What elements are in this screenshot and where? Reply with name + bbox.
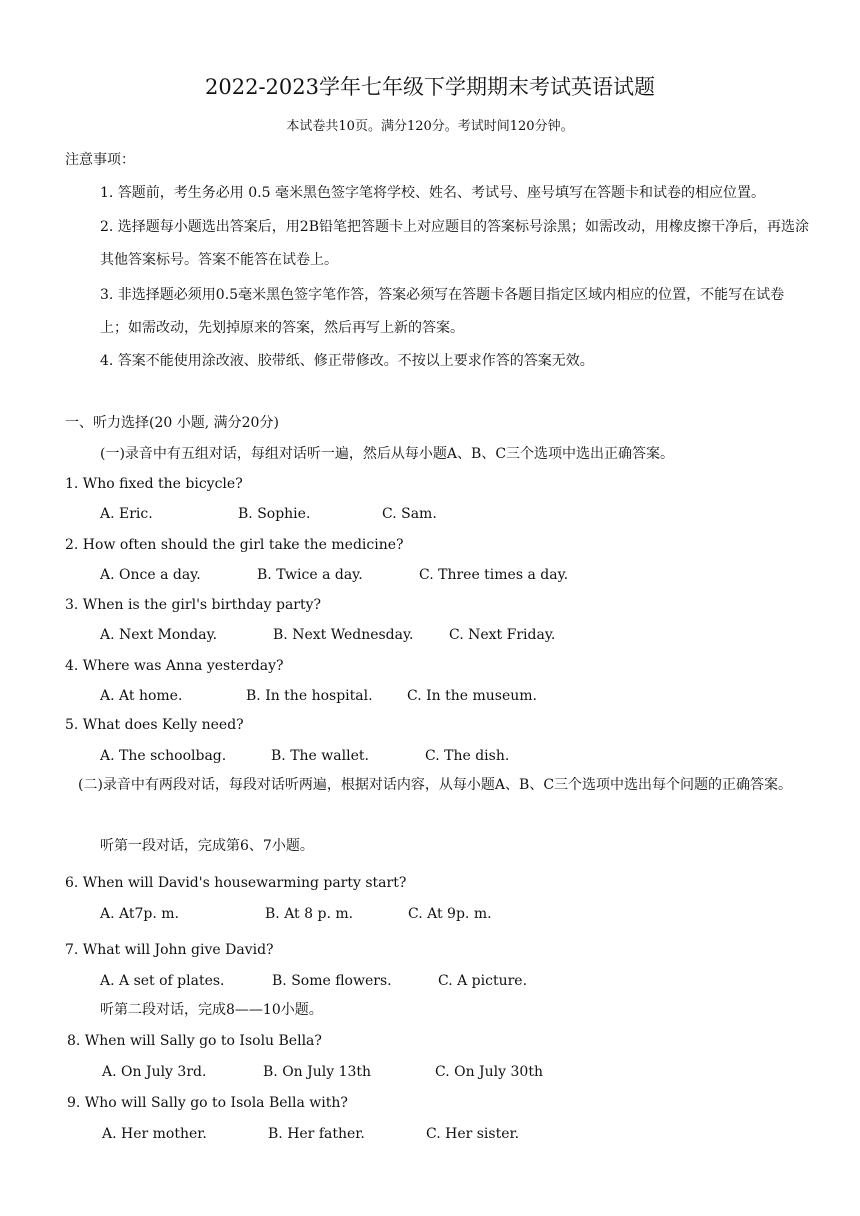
option-a: A. Eric.: [100, 506, 153, 522]
option-c: C. Sam.: [382, 506, 437, 522]
option-a: A. Next Monday.: [100, 627, 218, 643]
question-stem: 4. Where was Anna yesterday?: [65, 658, 284, 674]
option-c: C. In the museum.: [407, 688, 537, 704]
question-options: [100, 504, 820, 524]
exam-title: 2022-2023学年七年级下学期期末考试英语试题: [205, 75, 655, 99]
question-options: [102, 1124, 822, 1144]
question-stem: 5. What does Kelly need?: [65, 717, 244, 733]
question-stem: 9. Who will Sally go to Isola Bella with?: [67, 1095, 348, 1111]
option-c: C. At 9p. m.: [408, 906, 492, 922]
option-c: C. The dish.: [425, 748, 510, 764]
notice-heading: 注意事项：: [65, 152, 135, 168]
option-b: B. At 8 p. m.: [265, 906, 354, 922]
question-stem: 1. Who fixed the bicycle?: [65, 476, 243, 492]
option-b: B. Next Wednesday.: [273, 627, 414, 643]
dialogue2-note: 听第二段对话，完成8——10小题。: [100, 1002, 323, 1018]
question-stem: 7. What will John give David?: [65, 942, 274, 958]
exam-subtitle: 本试卷共10页。满分120分。考试时间120分钟。: [286, 119, 574, 134]
option-b: B. Sophie.: [238, 506, 311, 522]
question-options: [100, 625, 820, 645]
option-a: A. At home.: [100, 688, 183, 704]
notice-item-1: 1. 答题前，考生务必用 0.5 毫米黑色签字笔将学校、姓名、考试号、座号填写在答题卡和试卷的相应位置。: [100, 185, 765, 201]
option-a: A. A set of plates.: [100, 973, 225, 989]
question-stem: 3. When is the girl's birthday party?: [65, 597, 322, 613]
section-heading: 一、听力选择(20 小题, 满分20分): [65, 415, 279, 431]
dialogue1-note: 听第一段对话，完成第6、7小题。: [100, 838, 314, 854]
option-c: C. Her sister.: [426, 1126, 520, 1142]
option-b: B. Twice a day.: [257, 567, 363, 583]
option-c: C. On July 30th: [435, 1064, 543, 1080]
notice-item-4: 4. 答案不能使用涂改液、胶带纸、修正带修改。不按以上要求作答的答案无效。: [100, 353, 594, 369]
question-options: [102, 1062, 822, 1082]
option-a: A. The schoolbag.: [100, 748, 227, 764]
option-a: A. On July 3rd.: [102, 1064, 207, 1080]
option-b: B. Her father.: [268, 1126, 365, 1142]
question-options: [100, 904, 820, 924]
option-b: B. On July 13th: [263, 1064, 372, 1080]
option-b: B. The wallet.: [271, 748, 369, 764]
question-stem: 8. When will Sally go to Isolu Bella?: [67, 1033, 322, 1049]
option-a: A. Her mother.: [102, 1126, 207, 1142]
part1-instruction: (一)录音中有五组对话，每组对话听一遍，然后从每小题A、B、C三个选项中选出正确答案。: [100, 446, 675, 462]
part2-instruction: (二)录音中有两段对话，每段对话听两遍，根据对话内容，从每小题A、B、C三个选项中选出每个问题的正确答案。: [78, 777, 793, 793]
notice-item-3: 3. 非选择题必须用0.5毫米黑色签字笔作答，答案必须写在答题卡各题目指定区域内相应的位置，不能写在试卷上；如需改动，先划掉原来的答案，然后再写上新的答案。: [100, 287, 785, 336]
question-options: [100, 686, 820, 706]
question-options: [100, 746, 820, 766]
option-c: C. A picture.: [438, 973, 528, 989]
notice-item-2: 2. 选择题每小题选出答案后，用2B铅笔把答题卡上对应题目的答案标号涂黑；如需改动，用橡皮擦干净后，再选涂其他答案标号。答案不能答在试卷上。: [100, 219, 809, 268]
question-stem: 6. When will David's housewarming party start?: [65, 875, 407, 891]
option-b: B. In the hospital.: [246, 688, 373, 704]
option-a: A. At7p. m.: [100, 906, 179, 922]
option-c: C. Next Friday.: [449, 627, 556, 643]
question-options: [100, 565, 820, 585]
question-options: [100, 971, 820, 991]
option-c: C. Three times a day.: [419, 567, 569, 583]
option-a: A. Once a day.: [100, 567, 201, 583]
option-b: B. Some flowers.: [272, 973, 392, 989]
question-stem: 2. How often should the girl take the medicine?: [65, 537, 404, 553]
